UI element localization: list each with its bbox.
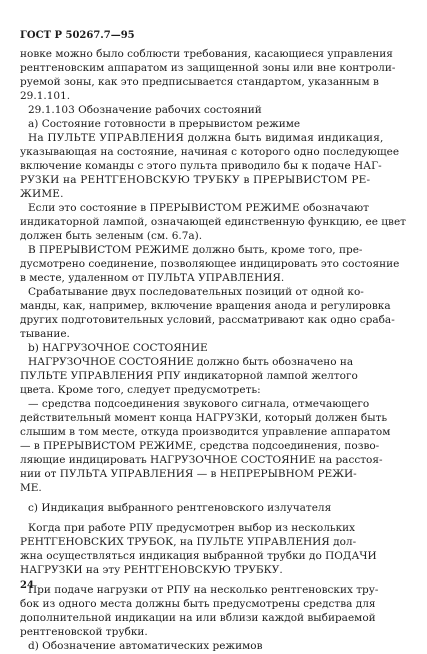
text-line: манды, как, например, включение вращения анода и регулировка <box>20 300 391 312</box>
text-line: ЖИМЕ. <box>20 188 64 200</box>
text-line: Если это состояние в ПРЕРЫВИСТОМ РЕЖИМЕ обозначают <box>28 202 369 214</box>
text-line: жна осуществляться индикация выбранной трубки до ПОДАЧИ <box>20 550 377 562</box>
text-line: РЕНТГЕНОВСКИХ ТРУБОК, на ПУЛЬТЕ УПРАВЛЕНИЯ дол- <box>20 536 357 548</box>
text-line: В ПРЕРЫВИСТОМ РЕЖИМЕ должно быть, кроме того, пре- <box>28 244 363 256</box>
subsection-heading: b) НАГРУЗОЧНОЕ СОСТОЯНИЕ <box>28 342 208 354</box>
text-line: ляющие индицировать НАГРУЗОЧНОЕ СОСТОЯНИЕ на расстоя- <box>20 454 383 466</box>
text-line: цвета. Кроме того, следует предусмотреть: <box>20 384 261 396</box>
text-line: бок из одного места должны быть предусмотрены средства для <box>20 598 376 610</box>
text-line: должен быть зеленым (см. 6.7а). <box>20 230 203 242</box>
text-line: руемой зоны, как это предписывается стандартом, указанным в <box>20 76 379 88</box>
text-line: Срабатывание двух последовательных позиций от одной ко- <box>28 286 364 298</box>
subsection-heading: с) Индикация выбранного рентгеновского излучателя <box>28 502 332 514</box>
text-line: в месте, удаленном от ПУЛЬТА УПРАВЛЕНИЯ. <box>20 272 285 284</box>
text-line: индикаторной лампой, означающей единственную функцию, ее цвет <box>20 216 406 228</box>
text-line: При подаче нагрузки от РПУ на несколько рентгеновских тру- <box>28 584 379 596</box>
text-line: указывающая на состояние, начиная с которого одно последующее <box>20 146 400 158</box>
text-line: НАГРУЗКИ на эту РЕНТГЕНОВСКУЮ ТРУБКУ. <box>20 564 283 576</box>
text-line: — в ПРЕРЫВИСТОМ РЕЖИМЕ, средства подсоединения, позво- <box>20 440 380 452</box>
text-line: 29.1.101. <box>20 90 71 102</box>
subsection-heading: d) Обозначение автоматических режимов <box>28 640 263 652</box>
text-line: НАГРУЗОЧНОЕ СОСТОЯНИЕ должно быть обозначено на <box>28 356 354 368</box>
page-number: 24 <box>20 580 34 591</box>
text-line: рентгеновской трубки. <box>20 626 148 638</box>
text-line: рентгеновским аппаратом из защищенной зоны или вне контроли- <box>20 62 396 74</box>
text-line: новке можно было соблюсти требования, касающиеся управления <box>20 48 393 60</box>
list-item: — средства подсоединения звукового сигнала, отмечающего <box>28 398 370 410</box>
text-line: включение команды с этого пульта приводило бы к подаче НАГ- <box>20 160 382 172</box>
text-line: Когда при работе РПУ предусмотрен выбор из нескольких <box>28 522 356 534</box>
text-line: тывание. <box>20 328 70 340</box>
text-line: действительный момент конца НАГРУЗКИ, который должен быть <box>20 412 388 424</box>
section-heading: 29.1.103 Обозначение рабочих состояний <box>28 104 262 116</box>
text-line: дополнительной индикации на или вблизи каждой выбираемой <box>20 612 376 624</box>
text-line: ПУЛЬТЕ УПРАВЛЕНИЯ РПУ индикаторной лампой желтого <box>20 370 358 382</box>
text-line: других подготовительных условий, рассматривают как одно сраба- <box>20 314 395 326</box>
text-line: слышим в том месте, откуда производится управление аппаратом <box>20 426 391 438</box>
text-line: На ПУЛЬТЕ УПРАВЛЕНИЯ должна быть видимая индикация, <box>28 132 384 144</box>
subsection-heading: а) Состояние готовности в прерывистом режиме <box>28 118 301 130</box>
document-body <box>20 48 406 654</box>
text-line: нии от ПУЛЬТА УПРАВЛЕНИЯ — в НЕПРЕРЫВНОМ РЕЖИ- <box>20 468 357 480</box>
page-header: ГОСТ Р 50267.7—95 <box>20 30 135 41</box>
text-line: МЕ. <box>20 482 42 494</box>
text-line: дусмотрено соединение, позволяющее индицировать это состояние <box>20 258 400 270</box>
text-line: РУЗКИ на РЕНТГЕНОВСКУЮ ТРУБКУ в ПРЕРЫВИСТОМ РЕ- <box>20 174 371 186</box>
